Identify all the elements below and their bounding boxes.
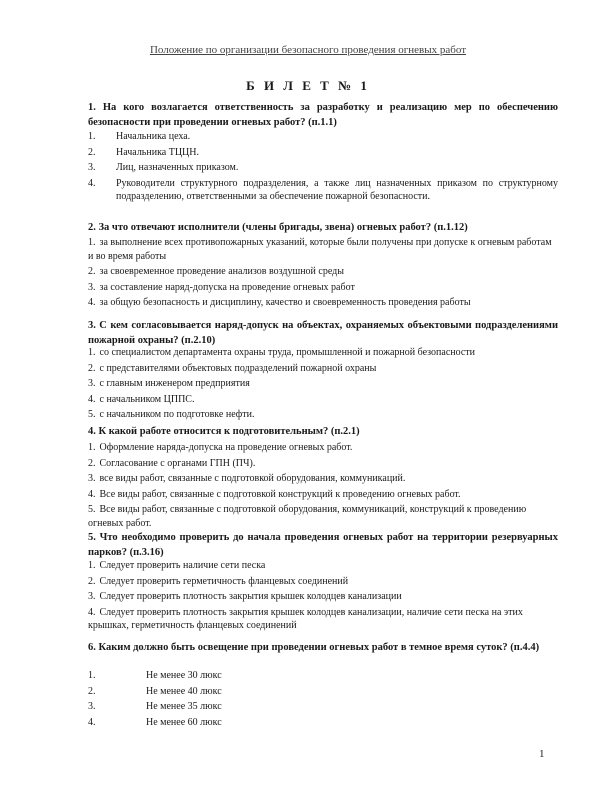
answer-item: 1. Оформление наряда-допуска на проведение огневых работ. (88, 442, 353, 453)
answer-item: 3. Лиц, назначенных приказом. (88, 162, 239, 173)
answer-item: 4. Все виды работ, связанные с подготовкой конструкций к проведению огневых работ. (88, 488, 461, 500)
answer-item: 1. Следует проверить наличие сети песка (88, 560, 266, 571)
answer-item: 3. все виды работ, связанные с подготовкой оборудования, коммуникаций. (88, 473, 406, 484)
answer-item: 4. с начальником ЦППС. (88, 393, 195, 405)
answer-item: 2. за своевременное проведение анализов воздушной среды (88, 266, 344, 277)
answers-2 (88, 236, 558, 312)
answer-item: 1. Не менее 30 люкс (88, 670, 222, 681)
answer-item: 3. Не менее 35 люкс (88, 701, 222, 712)
answers-6 (88, 669, 558, 731)
question-2: 2. За что отвечают исполнители (члены бригады, звена) огневых работ? (п.1.12) (88, 222, 468, 233)
answer-item: 4. Не менее 60 люкс (88, 716, 222, 728)
answer-item: 4. за общую безопасность и дисциплину, качество и своевременность проведения работы (88, 297, 471, 308)
answers-5 (88, 559, 558, 635)
question-4: 4. К какой работе относится к подготовительным? (п.2.1) (88, 426, 360, 437)
answer-item: 4. Руководители структурного подразделения, а также лиц назначенных приказом по структурному подразделению, ответственными за обеспечение пожарной безопасности. (88, 177, 558, 202)
answers-3 (88, 346, 558, 424)
document-header: Положение по организации безопасного проведения огневых работ (149, 44, 467, 56)
answer-item: 5. Все виды работ, связанные с подготовкой оборудования, коммуникаций, конструкций к проведению огневых работ. (88, 504, 527, 529)
page-number: 1 (539, 748, 545, 760)
ticket-title: Б И Л Е Т № 1 (246, 78, 370, 93)
question-6: 6. Каким должно быть освещение при проведении огневых работ в темное время суток? (п.4.4) (88, 642, 540, 653)
answer-item: 3. за составление наряд-допуска на проведение огневых работ (88, 281, 355, 293)
answer-item: 5. с начальником по подготовке нефти. (88, 409, 255, 420)
answer-item: 1. за выполнение всех противопожарных указаний, которые были получены при допуске к огневым работам и во время работы (88, 237, 552, 262)
answer-item: 2. Согласование с органами ГПН (ПЧ). (88, 457, 256, 469)
answer-item: 4. Следует проверить плотность закрытия крышек колодцев канализации, наличие сети песка на этих крышках, герметичность фланцевых соединений (88, 606, 523, 631)
answer-item: 2. Не менее 40 люкс (88, 685, 222, 697)
answer-item: 1. со специалистом департамента охраны труда, промышленной и пожарной безопасности (88, 347, 476, 358)
question-3: 3. С кем согласовывается наряд-допуск на объектах, охраняемых объектовыми подразделениями пожарной охраны? (п.2.10) (88, 320, 558, 346)
answer-item: 3. Следует проверить плотность закрытия крышек колодцев канализации (88, 591, 402, 602)
answer-item: 2. с представителями объектовых подразделений пожарной охраны (88, 362, 377, 374)
answer-item: 3. с главным инженером предприятия (88, 378, 250, 389)
answers-1 (88, 130, 558, 206)
answers-4 (88, 441, 558, 532)
answer-item: 1. Начальника цеха. (88, 131, 191, 142)
question-1: 1. На кого возлагается ответственность за разработку и реализацию мер по обеспечению безопасности при проведении огневых работ? (п.1.1) (88, 102, 558, 128)
answer-item: 2. Следует проверить герметичность фланцевых соединений (88, 575, 349, 587)
question-5: 5. Что необходимо проверить до начала проведения огневых работ на территории резервуарных парков? (п.3.16) (88, 532, 558, 558)
answer-item: 2. Начальника ТЦЦН. (88, 146, 199, 158)
